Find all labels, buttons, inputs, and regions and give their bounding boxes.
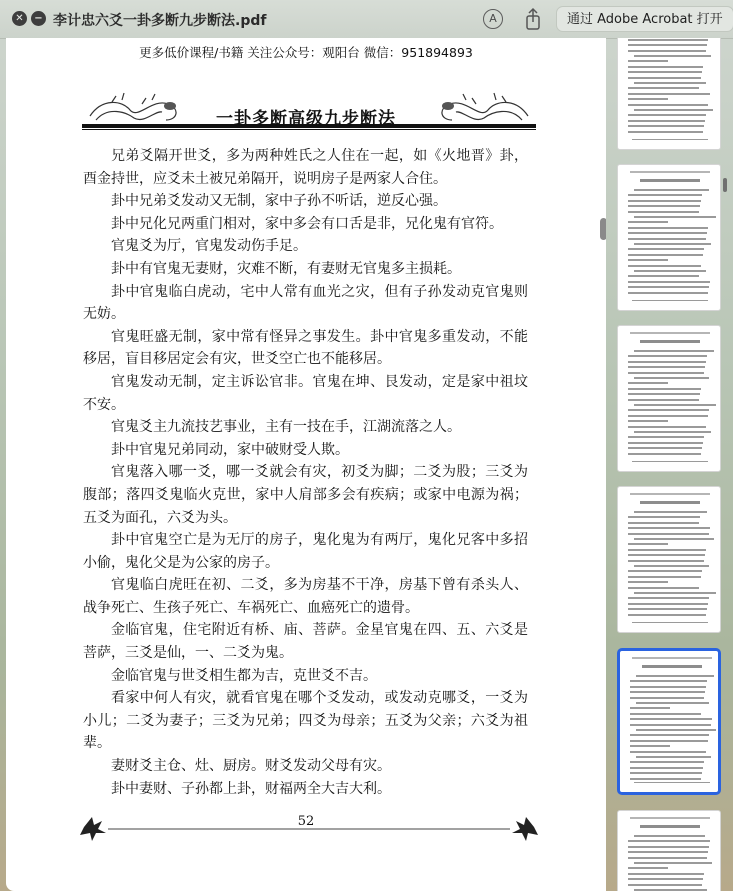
minus-icon[interactable]: − bbox=[31, 11, 46, 26]
paragraph: 卦中妻财、子孙都上卦，财福两全大吉大利。 bbox=[111, 780, 391, 797]
paragraph: 卦中兄弟爻发动又无制，家中子孙不听话，逆反心强。 bbox=[111, 193, 447, 210]
document-title: 李计忠六爻一卦多断九步断法.pdf bbox=[53, 13, 267, 29]
paragraph: 卦中有官鬼无妻财，灾难不断，有妻财无官鬼多主损耗。 bbox=[111, 260, 461, 277]
page-thumbnail[interactable] bbox=[617, 810, 721, 891]
page-scrollbar[interactable] bbox=[600, 218, 606, 240]
paragraph: 卦中官鬼兄弟同动，家中破财受人欺。 bbox=[111, 441, 349, 458]
sidebar-scrollbar[interactable] bbox=[723, 178, 727, 192]
paragraph: 卦中官鬼空亡是为无厅的房子，鬼化鬼为有两厅，鬼化兄客中多招小偷，鬼化父是为公家的房子。 bbox=[83, 532, 528, 571]
paragraph: 兄弟爻隔开世爻，多为两种姓氏之人住在一起，如《火地晋》卦，酉金持世，应爻未土被兄弟隔开，说明房子是两家人合住。 bbox=[83, 148, 528, 187]
share-icon[interactable] bbox=[523, 7, 543, 31]
page-thumbnail[interactable] bbox=[617, 325, 721, 472]
paragraph: 卦中兄化兄两重门相对，家中多会有口舌是非，兄化鬼有官符。 bbox=[111, 215, 503, 232]
paragraph: 看家中何人有灾，就看官鬼在哪个爻发动，或发动克哪爻，一爻为小儿；二爻为妻子；三爻为兄弟；四爻为母亲；五爻为父亲；六爻为祖辈。 bbox=[83, 690, 528, 752]
close-icon[interactable]: ✕ bbox=[12, 11, 27, 26]
paragraph: 官鬼临白虎旺在初、二爻，多为房基不干净，房基下曾有杀头人、战争死亡、生孩子死亡、车祸死亡、血癌死亡的遗骨。 bbox=[83, 577, 528, 616]
title-bar bbox=[0, 0, 733, 39]
chapter-title: 一卦多断高级九步断法 bbox=[216, 109, 396, 129]
page-body-text bbox=[83, 145, 528, 800]
page-number: 52 bbox=[297, 814, 315, 829]
page-header-text: 更多低价课程/书籍 关注公众号：观阳台 微信：951894893 bbox=[139, 45, 473, 60]
paragraph: 官鬼落入哪一爻，哪一爻就会有灾，初爻为脚；二爻为股；三爻为腹部；落四爻鬼临火克世，家中人肩部多会有疾病；或家中电源为祸；五爻为面孔，六爻为头。 bbox=[83, 464, 528, 526]
open-in-acrobat-button[interactable]: 通过 Adobe Acrobat 打开 bbox=[556, 6, 733, 32]
page-thumbnail[interactable] bbox=[617, 486, 721, 633]
markup-icon[interactable]: A bbox=[483, 9, 503, 29]
paragraph: 卦中官鬼临白虎动，宅中人常有血光之灾，但有子孙发动克官鬼则无妨。 bbox=[83, 283, 528, 323]
thumbnail-sidebar[interactable] bbox=[610, 38, 733, 891]
pdf-page-view[interactable] bbox=[6, 38, 606, 891]
paragraph: 官鬼爻为厅，官鬼发动伤手足。 bbox=[111, 238, 307, 255]
page-thumbnail[interactable] bbox=[617, 164, 721, 311]
paragraph: 金临官鬼，住宅附近有桥、庙、菩萨。金星官鬼在四、五、六爻是菩萨，三爻是仙，一、二爻为鬼。 bbox=[83, 622, 528, 662]
paragraph: 金临官鬼与世爻相生都为吉，克世爻不吉。 bbox=[111, 667, 377, 684]
page-thumbnail-selected[interactable] bbox=[617, 648, 721, 795]
paragraph: 官鬼发动无制，定主诉讼官非。官鬼在坤、艮发动，定是家中祖坟不安。 bbox=[83, 373, 528, 413]
paragraph: 官鬼爻主九流技艺事业，主有一技在手，江湖流落之人。 bbox=[111, 419, 461, 436]
paragraph: 妻财爻主仓、灶、厨房。财爻发动父母有灾。 bbox=[111, 758, 391, 775]
paragraph: 官鬼旺盛无制，家中常有怪异之事发生。卦中官鬼多重发动，不能移居，盲目移居定会有灾，世爻空亡也不能移居。 bbox=[83, 328, 528, 368]
page-thumbnail[interactable] bbox=[617, 38, 721, 150]
